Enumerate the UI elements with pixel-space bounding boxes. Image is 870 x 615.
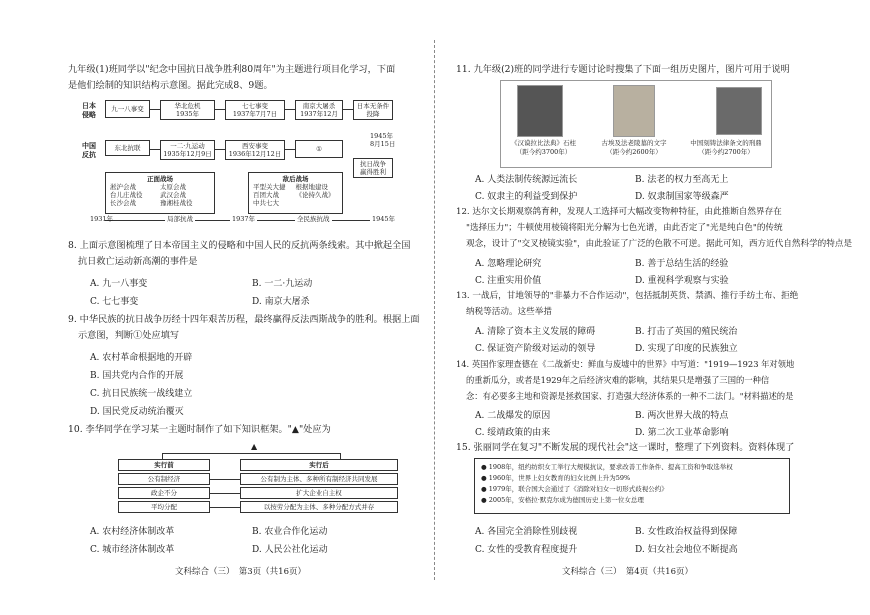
victory-date: 1945年 8月15日 [370, 132, 396, 148]
battle-item: 台儿庄战役 [110, 191, 143, 199]
q11-option-d[interactable]: D. 奴隶制国家等级森严 [635, 192, 729, 202]
before-cell: 政企不分 [118, 487, 210, 499]
after-cell: 公有制为主体、多种所有制经济共同发展 [240, 473, 398, 485]
q9-stem-2: 示意图，判断①处应填写 [78, 330, 180, 341]
tablet-image [613, 85, 655, 137]
q14-option-c[interactable]: C. 绥靖政策的由来 [475, 428, 551, 438]
q13-option-a[interactable]: A. 清除了资本主义发展的障碍 [475, 327, 596, 337]
q13-option-d[interactable]: D. 实现了印度的民族独立 [635, 344, 738, 354]
q15-option-d[interactable]: D. 妇女社会地位不断提高 [635, 545, 738, 555]
arrow [210, 493, 240, 494]
timeline-label: 局部抗战 [167, 215, 193, 223]
timeline-label: 全民族抗战 [297, 215, 330, 223]
arrow [210, 507, 240, 508]
timeline-label: 1937年 [232, 215, 256, 223]
arrow [215, 109, 225, 110]
right-page-footer: 文科综合（三） 第4页（共16页） [562, 567, 693, 577]
q11-image-strip [500, 80, 772, 168]
bracket-line [162, 453, 340, 454]
q8-stem-1: 8. 上面示意图梳理了日本帝国主义的侵略和中国人民的反抗两条线索。其中掀起全国 [68, 240, 411, 251]
q13-option-b[interactable]: B. 打击了英国的殖民统治 [635, 327, 738, 337]
after-header: 实行后 [240, 459, 398, 471]
q9-option-d[interactable]: D. 国民党反动统治覆灭 [90, 407, 184, 417]
row-label-japan: 日本侵略 [82, 101, 96, 119]
q10-framework [118, 442, 398, 516]
q10-option-d[interactable]: D. 人民公社化运动 [252, 545, 328, 555]
q8-option-d[interactable]: D. 南京大屠杀 [252, 297, 310, 307]
q11-option-a[interactable]: A. 人类法制传统源远流长 [475, 175, 578, 185]
page-fold-line [434, 40, 436, 580]
q15-option-a[interactable]: A. 各国完全消除性别歧视 [475, 527, 578, 537]
q11-stem: 11. 九年级(2)班的同学进行专题讨论时搜集了下面一组历史图片，图片可用于说明 [456, 64, 790, 75]
q10-option-b[interactable]: B. 农业合作化运动 [252, 527, 328, 537]
after-cell: 以按劳分配为主体、多种分配方式并存 [240, 501, 398, 513]
q8-option-b[interactable]: B. 一二·九运动 [252, 279, 313, 289]
arrow [285, 149, 295, 150]
japan-event-box: 南京大屠杀 1937年12月 [295, 100, 343, 120]
battle-item: 《论持久战》 [295, 191, 335, 199]
battle-item: 长沙会战 [110, 199, 136, 207]
arrow [215, 149, 225, 150]
q15-stem: 15. 张丽同学在复习"不断发展的现代社会"这一课时，整理了下列资料。资料体现了 [456, 442, 795, 453]
q12-option-c[interactable]: C. 注重实用价值 [475, 276, 542, 286]
victory-box: 抗日战争 赢得胜利 [353, 158, 393, 178]
battle-item: 武汉会战 [160, 191, 186, 199]
q10-stem: 10. 李华同学在学习某一主题时制作了如下知识框架。"▲"处应为 [68, 424, 331, 435]
arrow [210, 479, 240, 480]
battle-item: 平型关大捷 [253, 183, 286, 191]
q9-stem-1: 9. 中华民族的抗日战争历经十四年艰苦历程，最终赢得反法西斯战争的胜利。根据上面 [68, 314, 420, 325]
arrow [150, 149, 160, 150]
q14-line-2: 的重新瓜分，或者是1929年之后经济灾难的影响，其结果只是增强了三国的一种信 [466, 375, 770, 385]
bronze-ding-image [716, 87, 762, 135]
q14-option-b[interactable]: B. 两次世界大战的特点 [635, 411, 729, 421]
frontal-battlefield-box [105, 172, 215, 214]
material-item: ● 1960年，世界上妇女教育的妇女比例上升为59% [481, 474, 631, 482]
left-page-footer: 文科综合（三） 第3页（共16页） [175, 567, 306, 577]
q13-option-c[interactable]: C. 保证资产阶级对运动的领导 [475, 344, 596, 354]
q8-option-c[interactable]: C. 七七事变 [90, 297, 139, 307]
before-cell: 平均分配 [118, 501, 210, 513]
knowledge-diagram [70, 96, 415, 228]
q12-line-2: "选择压力"；牛顿使用棱镜将阳光分解为七色光谱，由此否定了"光是纯白色"的传统 [466, 223, 783, 233]
q9-option-b[interactable]: B. 国共党内合作的开展 [90, 371, 184, 381]
battle-item: 根据地建设 [295, 183, 328, 191]
before-header: 实行前 [118, 459, 210, 471]
after-cell: 扩大企业自主权 [240, 487, 398, 499]
frontal-title: 正面战场 [147, 175, 173, 183]
q8-option-a[interactable]: A. 九一八事变 [90, 279, 148, 289]
image-caption: 古埃及法老陵墓的文字 （距今约2600年） [601, 139, 667, 156]
battle-item: 豫湘桂战役 [160, 199, 193, 207]
q9-option-c[interactable]: C. 抗日民族统一战线建立 [90, 389, 193, 399]
q15-option-b[interactable]: B. 女性政治权益得到保障 [635, 527, 738, 537]
q14-line-1: 14. 英国作家理查德在《二战新史：鲜血与废墟中的世界》中写道："1919—1923 年对领地 [456, 359, 795, 369]
japan-event-box: 七七事变 1937年7月7日 [225, 100, 285, 120]
battle-item: 太原会战 [160, 183, 186, 191]
q12-line-1: 12. 达尔文长期观察鸽育种，发现人工选择可大幅改变物种特征，由此推断自然界存在 [456, 207, 782, 217]
q14-option-d[interactable]: D. 第二次工业革命影响 [635, 428, 729, 438]
q12-option-a[interactable]: A. 忽略理论研究 [475, 259, 542, 269]
q10-option-c[interactable]: C. 城市经济体制改革 [90, 545, 175, 555]
battle-item: 百团大战 [253, 191, 279, 199]
material-item: ● 1908年，纽约纺织女工举行大规模抗议，要求改善工作条件、提高工资和争取选举权 [481, 463, 733, 471]
japan-event-box: 九一八事变 [105, 100, 150, 118]
timeline-label: 1945年 [372, 215, 396, 223]
rear-title: 敌后战场 [282, 175, 309, 183]
china-event-box: 一二·九运动 1935年12月9日 [160, 140, 215, 160]
q15-material-box [474, 458, 790, 514]
q11-option-c[interactable]: C. 奴隶主的利益受到保护 [475, 192, 578, 202]
image-caption: 中国刻铸法律条文的刑鼎 （距今约2700年） [690, 139, 762, 156]
q15-option-c[interactable]: C. 女性的受教育程度提升 [475, 545, 578, 555]
material-item: ● 2005年，安格拉·默克尔成为德国历史上第一位女总理 [481, 496, 644, 504]
china-event-box: 西安事变 1936年12月12日 [225, 140, 285, 160]
japan-event-box: 日本无条件投降 [353, 100, 393, 120]
intro-line-2: 是他们绘制的知识结构示意图。据此完成8、9题。 [68, 80, 273, 91]
q9-option-a[interactable]: A. 农村革命根据地的开辟 [90, 353, 193, 363]
intro-line-1: 九年级(1)班同学以"纪念中国抗日战争胜利80周年"为主题进行项目化学习，下面 [68, 64, 396, 75]
timeline-label: 1931年 [90, 215, 114, 223]
q14-line-3: 念：有必要多主地和资源是拯救国家、打造强大经济体系的一种不二法门。"材料描述的是 [466, 391, 794, 401]
china-event-box: 东北抗联 [105, 140, 150, 156]
row-label-china: 中国反抗 [82, 141, 96, 159]
q10-option-a[interactable]: A. 农村经济体制改革 [90, 527, 175, 537]
rear-battlefield-box [248, 172, 343, 214]
q12-option-b[interactable]: B. 善于总结生活的经验 [635, 259, 729, 269]
arrow [285, 109, 295, 110]
battle-item: 中共七大 [253, 199, 279, 207]
arrow [343, 109, 353, 110]
japan-event-box: 华北危机 1935年 [160, 100, 215, 120]
q8-stem-2: 抗日救亡运动新高潮的事件是 [78, 256, 198, 267]
arrow [150, 109, 160, 110]
stele-image [517, 85, 563, 137]
q12-line-3: 观念，设计了"交叉棱镜实验"，由此验证了广泛的色散不可逆。据此可知，西方近代自然科学的特点是 [466, 239, 853, 249]
blank-1-box: ① [295, 140, 343, 158]
before-cell: 公有制经济 [118, 473, 210, 485]
q13-line-2: 纳税等活动。这些举措 [466, 307, 552, 317]
q12-option-d[interactable]: D. 重视科学观察与实验 [635, 276, 729, 286]
q14-option-a[interactable]: A. 二战爆发的原因 [475, 411, 551, 421]
battle-item: 淞沪会战 [110, 183, 136, 191]
material-item: ● 1979年，联合国大会通过了《消除对妇女一切形式歧视公约》 [481, 485, 668, 493]
triangle-icon: ▲ [251, 442, 258, 451]
q13-line-1: 13. 一战后，甘地领导的"非暴力不合作运动"，包括抵制英货、禁酒、推行手纺土布、拒绝 [456, 291, 799, 301]
q11-option-b[interactable]: B. 法老的权力至高无上 [635, 175, 729, 185]
image-caption: 《汉谟拉比法典》石柱 （距今约3700年） [511, 139, 576, 156]
